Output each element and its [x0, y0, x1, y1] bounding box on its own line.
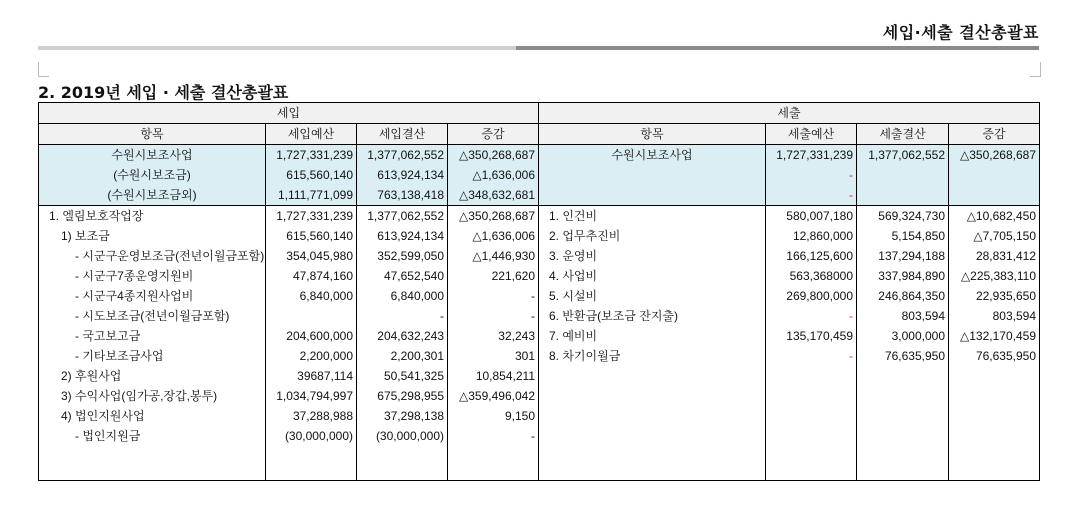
cell: 수원시보조사업 [539, 145, 766, 166]
cell: - [448, 306, 539, 326]
cell: 1,377,062,552 [357, 206, 448, 227]
table-row [39, 286, 1040, 306]
cell: (수원시보조금) [39, 165, 266, 185]
cell [539, 426, 766, 446]
cell [857, 446, 949, 481]
cell: 1,727,331,239 [266, 145, 357, 166]
cell: 76,635,950 [857, 346, 949, 366]
col-header: 세입결산 [357, 124, 448, 145]
cell: 803,594 [949, 306, 1040, 326]
document-title: 세입·세출 결산총괄표 [882, 23, 1039, 42]
cell: 37,298,138 [357, 406, 448, 426]
cell [766, 406, 857, 426]
cell [949, 165, 1040, 185]
cell: △1,636,006 [448, 165, 539, 185]
cell: - [448, 286, 539, 306]
cell: 47,652,540 [357, 266, 448, 286]
cell: 28,831,412 [949, 246, 1040, 266]
table-row [39, 145, 1040, 166]
table-row-filler [39, 446, 1040, 481]
cell [766, 446, 857, 481]
cell: 763,138,418 [357, 185, 448, 206]
cell: 1) 보조금 [39, 226, 266, 246]
table-row [39, 165, 1040, 185]
col-header: 항목 [539, 124, 766, 145]
cell: 6,840,000 [357, 286, 448, 306]
cell [766, 366, 857, 386]
cell: - 법인지원금 [39, 426, 266, 446]
cell: 2. 업무추진비 [539, 226, 766, 246]
cell: 269,800,000 [766, 286, 857, 306]
table-row [39, 406, 1040, 426]
section-title: 2. 2019년 세입 · 세출 결산총괄표 [38, 83, 289, 102]
column-header-row [39, 124, 1040, 145]
cell [357, 446, 448, 481]
cell [857, 165, 949, 185]
group-header-row [39, 103, 1040, 124]
cell: △132,170,459 [949, 326, 1040, 346]
cell [766, 386, 857, 406]
cell: 37,288,988 [266, 406, 357, 426]
cell: 4. 사업비 [539, 266, 766, 286]
cell: - [357, 306, 448, 326]
cell: 1. 인건비 [539, 206, 766, 227]
cell [539, 165, 766, 185]
cell [539, 406, 766, 426]
cell: 2,200,000 [266, 346, 357, 366]
cell: - 국고보고금 [39, 326, 266, 346]
col-header: 세출결산 [857, 124, 949, 145]
table-row [39, 386, 1040, 406]
cell: 3. 운영비 [539, 246, 766, 266]
cell: 135,170,459 [766, 326, 857, 346]
cell: △350,268,687 [448, 145, 539, 166]
cell: 8. 차기이월금 [539, 346, 766, 366]
cell: 39687,114 [266, 366, 357, 386]
cell: 수원시보조사업 [39, 145, 266, 166]
cell: 580,007,180 [766, 206, 857, 227]
cell: 615,560,140 [266, 226, 357, 246]
cell: 615,560,140 [266, 165, 357, 185]
cell [539, 366, 766, 386]
cell: 137,294,188 [857, 246, 949, 266]
cell [539, 446, 766, 481]
table-row [39, 185, 1040, 206]
cell: 301 [448, 346, 539, 366]
cell: 613,924,134 [357, 226, 448, 246]
cell: 613,924,134 [357, 165, 448, 185]
cell: (30,000,000) [266, 426, 357, 446]
header-rule-dark [516, 46, 1039, 50]
cell: △359,496,042 [448, 386, 539, 406]
cell: - 기타보조금사업 [39, 346, 266, 366]
cell [857, 366, 949, 386]
table-row [39, 426, 1040, 446]
cell: 1,377,062,552 [857, 145, 949, 166]
cell: 10,854,211 [448, 366, 539, 386]
cell [39, 446, 266, 481]
cell: 246,864,350 [857, 286, 949, 306]
cell: - [766, 185, 857, 206]
col-header: 항목 [39, 124, 266, 145]
table-row [39, 246, 1040, 266]
col-header: 세입예산 [266, 124, 357, 145]
table-row [39, 346, 1040, 366]
cell: 803,594 [857, 306, 949, 326]
expenditure-group-header: 세출 [539, 103, 1040, 124]
cell: 354,045,980 [266, 246, 357, 266]
cell: 2) 후원사업 [39, 366, 266, 386]
cell: (30,000,000) [357, 426, 448, 446]
corner-mark-right [1030, 62, 1041, 77]
cell: 563,368000 [766, 266, 857, 286]
cell: - 시도보조금(전년이월금포함) [39, 306, 266, 326]
table-row [39, 206, 1040, 227]
cell: 1,111,771,099 [266, 185, 357, 206]
cell: - 시군구운영보조금(전년이월금포함) [39, 246, 266, 266]
cell [949, 406, 1040, 426]
col-header: 증감 [448, 124, 539, 145]
cell: △348,632,681 [448, 185, 539, 206]
cell [949, 185, 1040, 206]
cell: 12,860,000 [766, 226, 857, 246]
col-header: 증감 [949, 124, 1040, 145]
cell: - 시군구7종운영지원비 [39, 266, 266, 286]
cell [539, 185, 766, 206]
cell: 47,874,160 [266, 266, 357, 286]
cell: 166,125,600 [766, 246, 857, 266]
cell: 5,154,850 [857, 226, 949, 246]
cell: 6,840,000 [266, 286, 357, 306]
table-row [39, 226, 1040, 246]
cell: △225,383,110 [949, 266, 1040, 286]
cell: - [766, 165, 857, 185]
cell: 337,984,890 [857, 266, 949, 286]
cell [857, 185, 949, 206]
cell: 7. 예비비 [539, 326, 766, 346]
cell: 352,599,050 [357, 246, 448, 266]
cell: 3) 수익사업(임가공,장갑,봉투) [39, 386, 266, 406]
cell: 1,034,794,997 [266, 386, 357, 406]
cell: 1,377,062,552 [357, 145, 448, 166]
cell: 1,727,331,239 [766, 145, 857, 166]
cell [857, 406, 949, 426]
cell: - [448, 426, 539, 446]
col-header: 세출예산 [766, 124, 857, 145]
cell: 569,324,730 [857, 206, 949, 227]
cell [266, 306, 357, 326]
table-row [39, 306, 1040, 326]
settlement-summary-table [38, 102, 1040, 481]
cell: - [766, 346, 857, 366]
table-row [39, 266, 1040, 286]
cell: 221,620 [448, 266, 539, 286]
cell [539, 386, 766, 406]
cell: - [766, 306, 857, 326]
cell: △350,268,687 [448, 206, 539, 227]
cell: 2,200,301 [357, 346, 448, 366]
cell: 1,727,331,239 [266, 206, 357, 227]
cell: 32,243 [448, 326, 539, 346]
cell: 675,298,955 [357, 386, 448, 406]
cell [857, 386, 949, 406]
cell [448, 446, 539, 481]
cell [266, 446, 357, 481]
cell: △10,682,450 [949, 206, 1040, 227]
cell: 76,635,950 [949, 346, 1040, 366]
table-row [39, 366, 1040, 386]
cell: (수원시보조금외) [39, 185, 266, 206]
cell [857, 426, 949, 446]
cell: 1. 엘림보호작업장 [39, 206, 266, 227]
corner-mark-left [38, 62, 49, 77]
cell: - 시군구4종지원사업비 [39, 286, 266, 306]
cell: △7,705,150 [949, 226, 1040, 246]
cell [949, 366, 1040, 386]
cell [949, 426, 1040, 446]
cell: 204,600,000 [266, 326, 357, 346]
cell [766, 426, 857, 446]
cell: 3,000,000 [857, 326, 949, 346]
cell: 6. 반환금(보조금 잔지출) [539, 306, 766, 326]
cell: 4) 법인지원사업 [39, 406, 266, 426]
cell: 9,150 [448, 406, 539, 426]
cell: 5. 시설비 [539, 286, 766, 306]
cell: △1,446,930 [448, 246, 539, 266]
revenue-group-header: 세입 [39, 103, 539, 124]
cell [949, 446, 1040, 481]
cell: 22,935,650 [949, 286, 1040, 306]
cell: △350,268,687 [949, 145, 1040, 166]
cell: △1,636,006 [448, 226, 539, 246]
cell: 50,541,325 [357, 366, 448, 386]
table-row [39, 326, 1040, 346]
cell [949, 386, 1040, 406]
cell: 204,632,243 [357, 326, 448, 346]
header-rule-light [38, 46, 516, 50]
